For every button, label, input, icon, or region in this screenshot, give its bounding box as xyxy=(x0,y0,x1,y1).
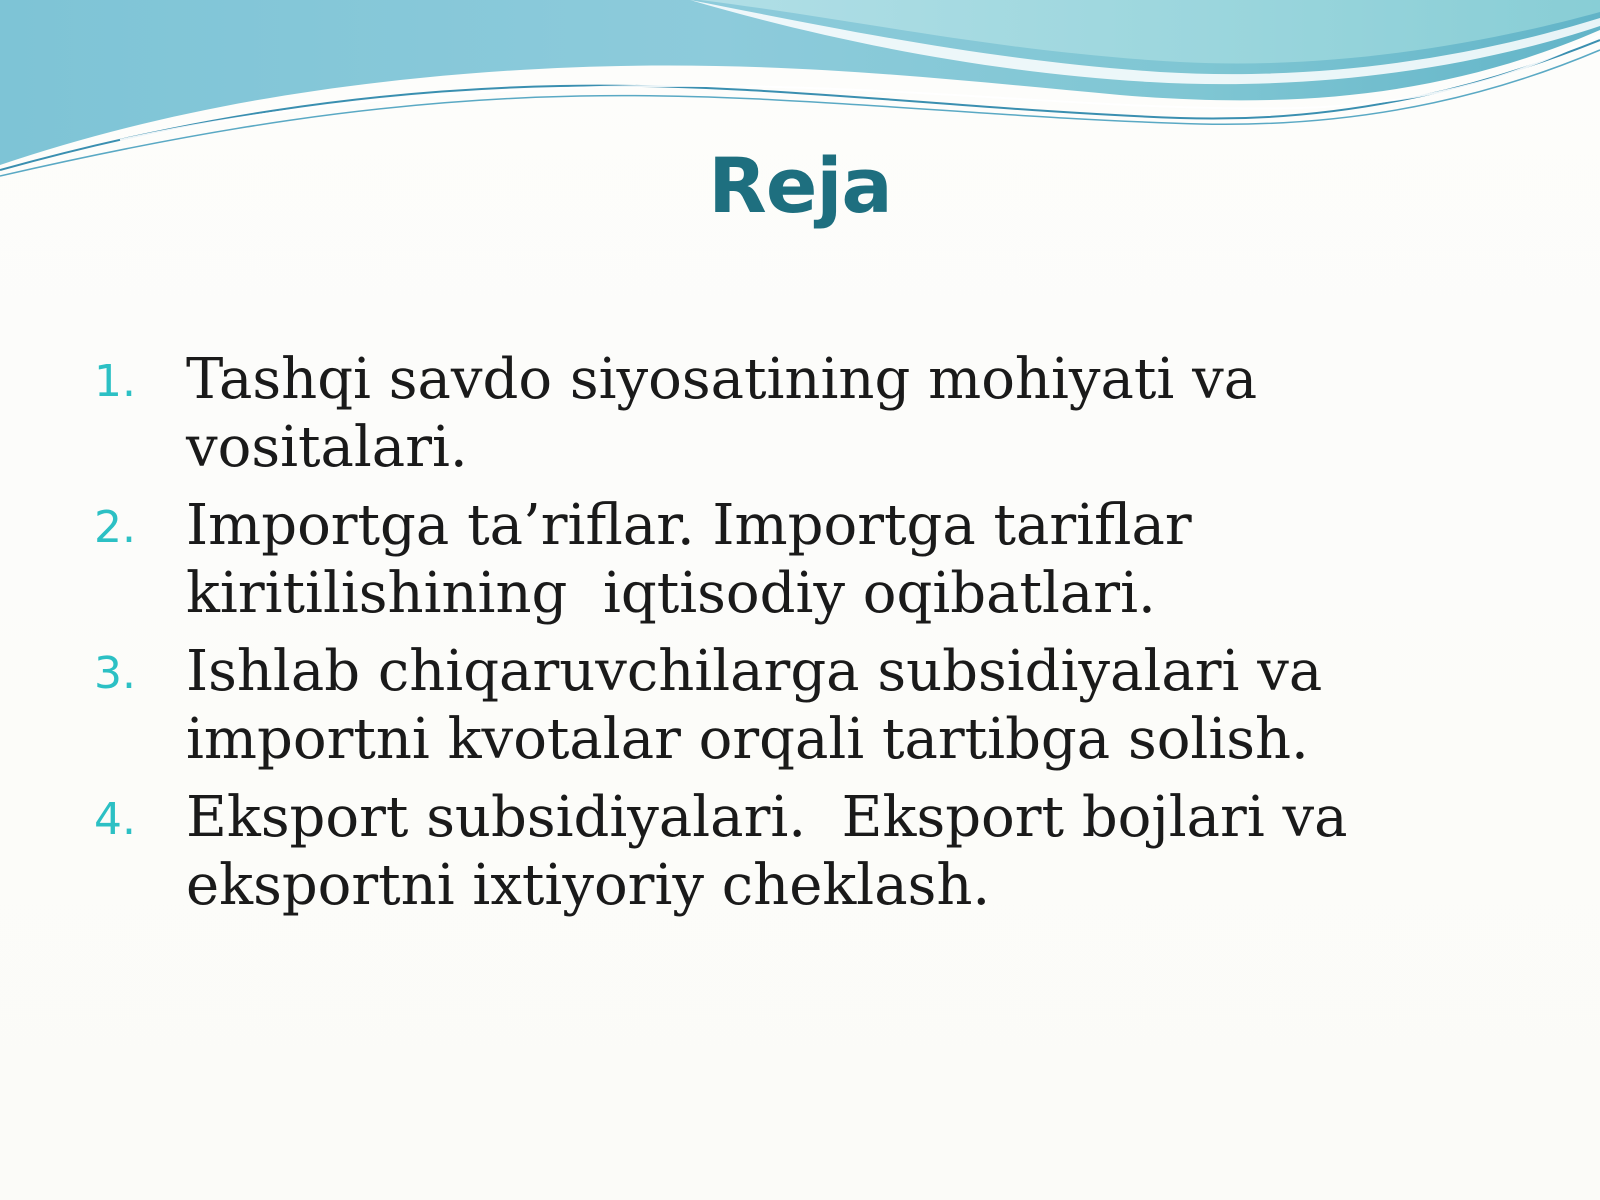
item-number: 3. xyxy=(94,648,136,699)
item-text: Importga ta’riflar. Importga tariflar kiritilishining iqtisodiy oqibatlari. xyxy=(186,493,1210,626)
item-number: 4. xyxy=(94,794,136,845)
item-text: Tashqi savdo siyosatining mohiyati va vositalari. xyxy=(186,347,1275,480)
slide-title: Reja xyxy=(708,141,892,230)
plan-item-3 xyxy=(94,638,1394,774)
plan-item-1 xyxy=(94,346,1394,482)
plan-list xyxy=(94,346,1394,930)
item-text: Eksport subsidiyalari. Eksport bojlari va eksportni ixtiyoriy cheklash. xyxy=(186,785,1366,918)
item-number: 2. xyxy=(94,502,136,553)
item-number: 1. xyxy=(94,356,136,407)
plan-item-2 xyxy=(94,492,1394,628)
item-text: Ishlab chiqaruvchilarga subsidiyalari va importni kvotalar orqali tartibga solish. xyxy=(186,639,1341,772)
plan-item-4 xyxy=(94,784,1394,920)
